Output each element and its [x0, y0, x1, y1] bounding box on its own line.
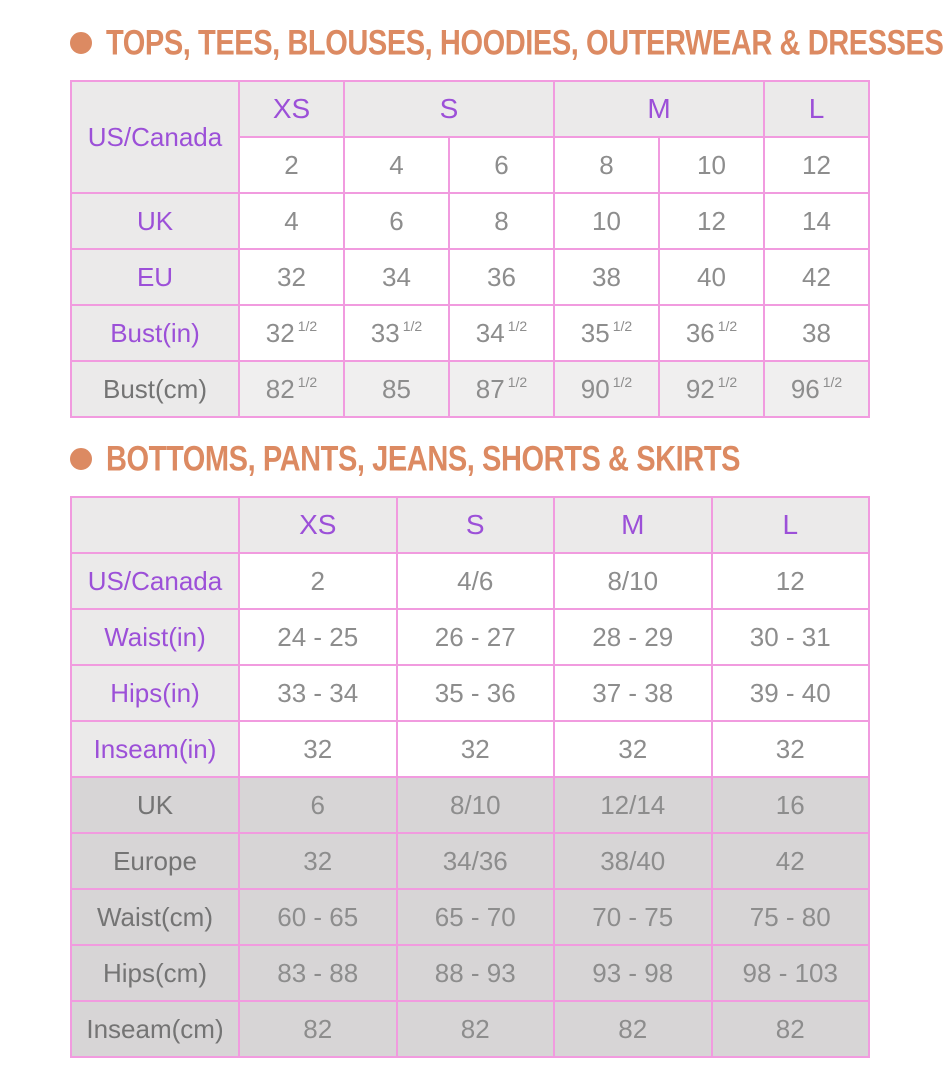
size-header-l: L [712, 497, 870, 553]
size-cell: 92 $^{1/2}$ [659, 361, 764, 417]
size-cell: 33 - 34 [239, 665, 397, 721]
size-cell: 87 $^{1/2}$ [449, 361, 554, 417]
size-cell: 8 [449, 193, 554, 249]
row-label-inseam-in-: Inseam(in) [71, 721, 239, 777]
half-fraction: 1/2 [507, 317, 528, 334]
size-cell: 82 $^{1/2}$ [239, 361, 344, 417]
size-cell: 34/36 [397, 833, 555, 889]
size-cell: 85 [344, 361, 449, 417]
half-fraction: 1/2 [612, 317, 633, 334]
corner-cell-empty [71, 497, 239, 553]
size-header-xs: XS [239, 81, 344, 137]
section-bottoms [70, 438, 943, 1058]
size-cell: 4 [239, 193, 344, 249]
size-cell: 10 [659, 137, 764, 193]
row-label-hips-cm-: Hips(cm) [71, 945, 239, 1001]
size-cell: 82 [712, 1001, 870, 1057]
size-cell: 38 [554, 249, 659, 305]
size-cell: 98 - 103 [712, 945, 870, 1001]
half-fraction: 1/2 [507, 373, 528, 390]
size-cell: 37 - 38 [554, 665, 712, 721]
size-cell: 32 [239, 833, 397, 889]
row-label-waist-cm-: Waist(cm) [71, 889, 239, 945]
size-cell: 88 - 93 [397, 945, 555, 1001]
size-cell: 35 - 36 [397, 665, 555, 721]
size-cell: 12 [659, 193, 764, 249]
size-cell: 32 [239, 249, 344, 305]
corner-label-us-canada: US/Canada [71, 81, 239, 193]
size-cell: 2 [239, 553, 397, 609]
size-cell: 28 - 29 [554, 609, 712, 665]
size-cell: 32 $^{1/2}$ [239, 305, 344, 361]
size-cell: 82 [239, 1001, 397, 1057]
section-bottoms-title: BOTTOMS, PANTS, JEANS, SHORTS & SKIRTS [106, 438, 741, 479]
row-label-uk: UK [71, 777, 239, 833]
size-cell: 70 - 75 [554, 889, 712, 945]
size-header-m: M [554, 497, 712, 553]
size-cell: 32 [397, 721, 555, 777]
size-cell: 82 [554, 1001, 712, 1057]
size-cell: 83 - 88 [239, 945, 397, 1001]
row-label-europe: Europe [71, 833, 239, 889]
size-cell: 60 - 65 [239, 889, 397, 945]
size-cell: 82 [397, 1001, 555, 1057]
size-cell: 65 - 70 [397, 889, 555, 945]
size-cell: 42 [712, 833, 870, 889]
row-label-waist-in-: Waist(in) [71, 609, 239, 665]
size-cell: 36 $^{1/2}$ [659, 305, 764, 361]
donut-circle-icon [70, 32, 92, 54]
half-fraction: 1/2 [297, 373, 318, 390]
size-cell: 32 [712, 721, 870, 777]
size-header-xs: XS [239, 497, 397, 553]
size-cell: 4/6 [397, 553, 555, 609]
size-cell: 42 [764, 249, 869, 305]
size-cell: 12 [764, 137, 869, 193]
size-cell: 2 [239, 137, 344, 193]
size-cell: 10 [554, 193, 659, 249]
size-cell: 34 $^{1/2}$ [449, 305, 554, 361]
section-tops [70, 22, 943, 418]
row-label-uk: UK [71, 193, 239, 249]
tops-size-table [70, 80, 870, 418]
size-cell: 14 [764, 193, 869, 249]
size-cell: 30 - 31 [712, 609, 870, 665]
section-tops-title: TOPS, TEES, BLOUSES, HOODIES, OUTERWEAR & DRESSES [106, 22, 943, 63]
bottoms-size-table [70, 496, 870, 1058]
size-cell: 32 [239, 721, 397, 777]
size-cell: 38 [764, 305, 869, 361]
size-header-m: M [554, 81, 764, 137]
half-fraction: 1/2 [402, 317, 423, 334]
row-label-us-canada: US/Canada [71, 553, 239, 609]
half-fraction: 1/2 [612, 373, 633, 390]
size-cell: 12 [712, 553, 870, 609]
half-fraction: 1/2 [717, 373, 738, 390]
size-cell: 6 [344, 193, 449, 249]
row-label-eu: EU [71, 249, 239, 305]
size-header-s: S [397, 497, 555, 553]
size-cell: 96 $^{1/2}$ [764, 361, 869, 417]
size-cell: 8/10 [397, 777, 555, 833]
section-tops-title-row [70, 22, 943, 64]
size-cell: 8 [554, 137, 659, 193]
size-cell: 24 - 25 [239, 609, 397, 665]
size-header-s: S [344, 81, 554, 137]
row-label-bust-in-: Bust(in) [71, 305, 239, 361]
size-header-l: L [764, 81, 869, 137]
size-cell: 40 [659, 249, 764, 305]
size-cell: 6 [239, 777, 397, 833]
donut-circle-icon [70, 448, 92, 470]
size-cell: 33 $^{1/2}$ [344, 305, 449, 361]
size-cell: 26 - 27 [397, 609, 555, 665]
size-cell: 8/10 [554, 553, 712, 609]
size-cell: 12/14 [554, 777, 712, 833]
size-cell: 32 [554, 721, 712, 777]
size-cell: 39 - 40 [712, 665, 870, 721]
row-label-bust-cm-: Bust(cm) [71, 361, 239, 417]
row-label-inseam-cm-: Inseam(cm) [71, 1001, 239, 1057]
size-cell: 36 [449, 249, 554, 305]
row-label-hips-in-: Hips(in) [71, 665, 239, 721]
section-bottoms-title-row [70, 438, 943, 480]
size-cell: 34 [344, 249, 449, 305]
size-cell: 93 - 98 [554, 945, 712, 1001]
half-fraction: 1/2 [297, 317, 318, 334]
size-cell: 38/40 [554, 833, 712, 889]
size-cell: 90 $^{1/2}$ [554, 361, 659, 417]
half-fraction: 1/2 [717, 317, 738, 334]
size-cell: 6 [449, 137, 554, 193]
size-cell: 4 [344, 137, 449, 193]
half-fraction: 1/2 [822, 373, 843, 390]
size-cell: 35 $^{1/2}$ [554, 305, 659, 361]
size-cell: 75 - 80 [712, 889, 870, 945]
size-cell: 16 [712, 777, 870, 833]
